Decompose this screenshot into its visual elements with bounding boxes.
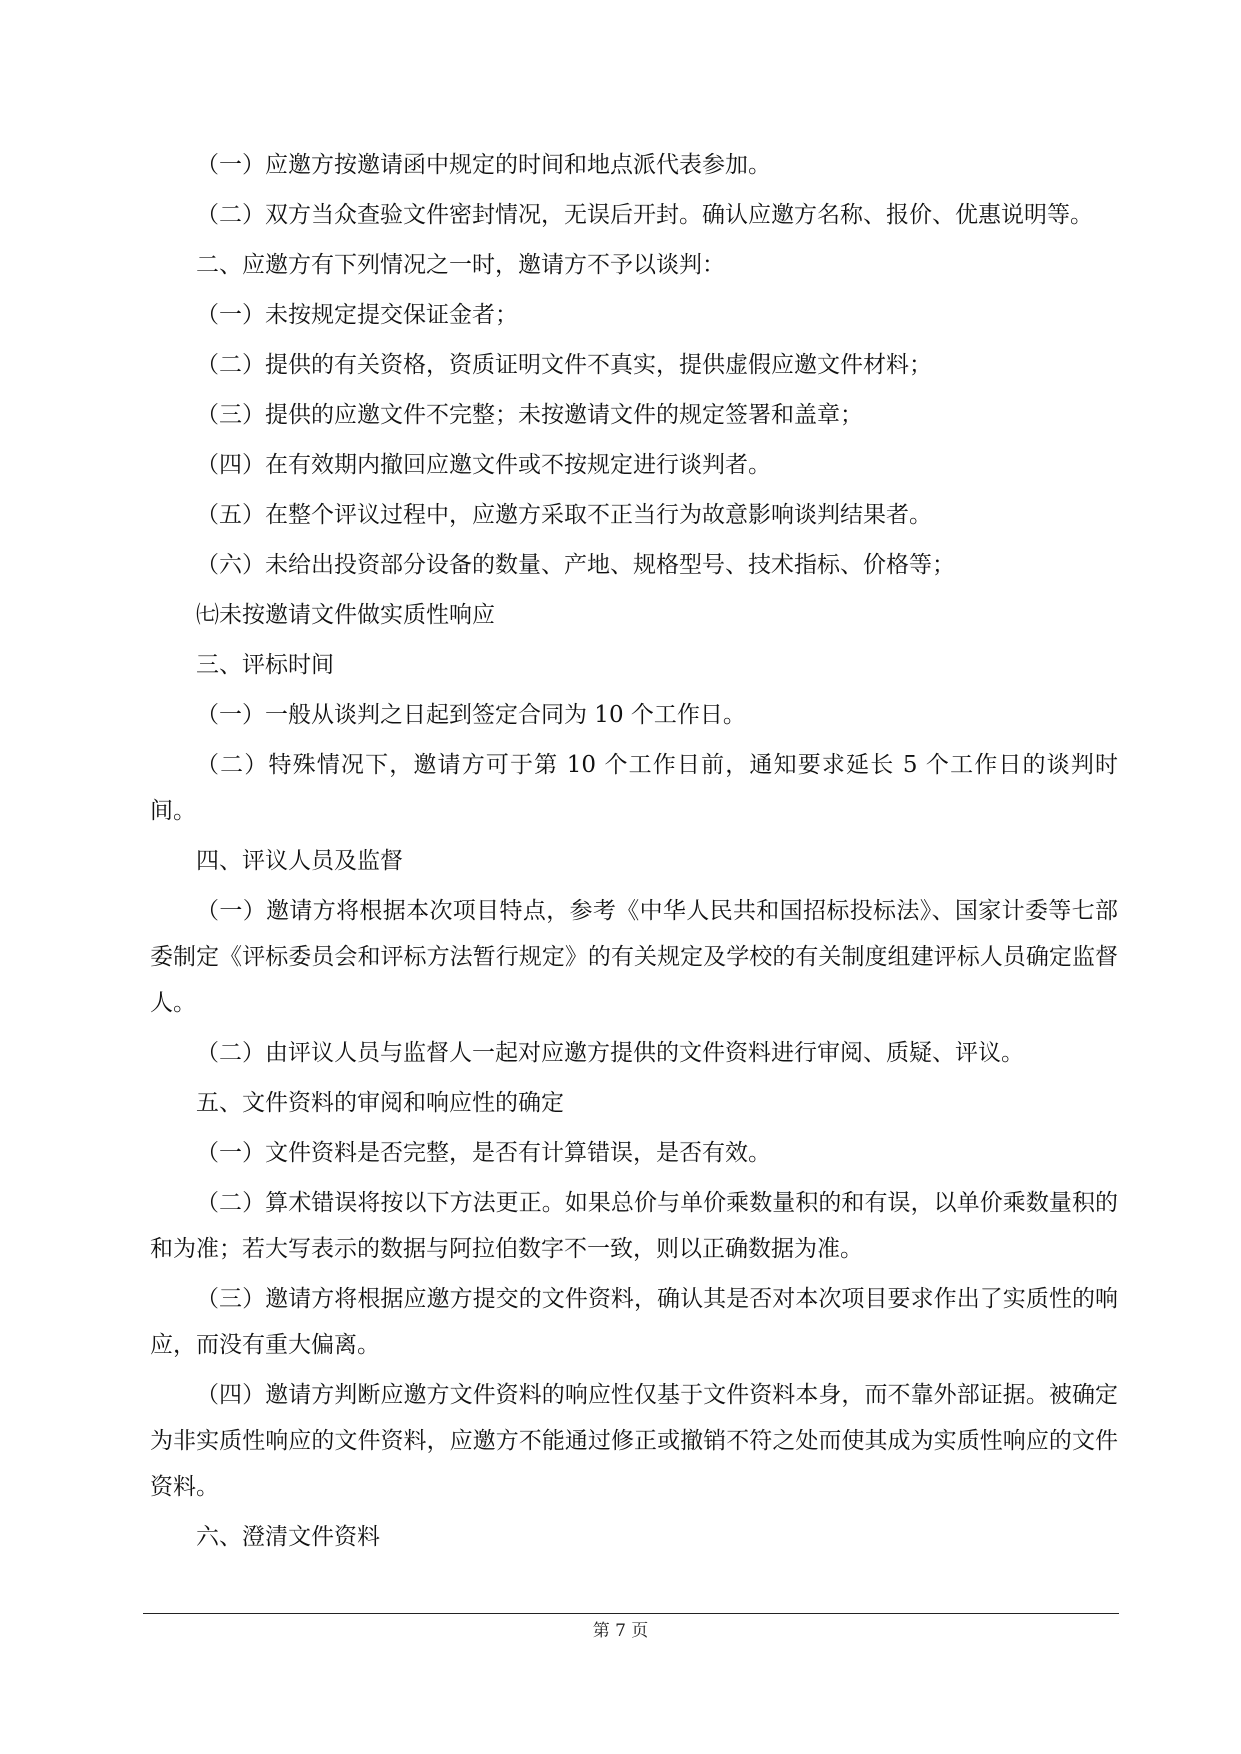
paragraph: （四）邀请方判断应邀方文件资料的响应性仅基于文件资料本身，而不靠外部证据。被确定为非实质性响应的文件资料，应邀方不能通过修正或撤销不符之处而使其成为实质性响应的文件资料。 [150,1382,1118,1500]
page-number: 第 7 页 [592,1621,649,1641]
paragraph: （二）提供的有关资格，资质证明文件不真实，提供虚假应邀文件材料； [196,352,932,378]
footer-divider [143,1613,1119,1614]
paragraph: （一）一般从谈判之日起到签定合同为 10 个工作日。 [196,702,746,728]
section-heading: 三、评标时间 [196,652,334,678]
section-heading: 二、应邀方有下列情况之一时，邀请方不予以谈判： [196,252,725,278]
paragraph: （一）未按规定提交保证金者； [196,302,518,328]
section-heading: 六、澄清文件资料 [196,1524,380,1550]
paragraph: （三）提供的应邀文件不完整；未按邀请文件的规定签署和盖章； [196,402,863,428]
paragraph: ㈦未按邀请文件做实质性响应 [196,602,495,628]
paragraph: （五）在整个评议过程中，应邀方采取不正当行为故意影响谈判结果者。 [196,502,932,528]
paragraph: （二）算术错误将按以下方法更正。如果总价与单价乘数量积的和有误，以单价乘数量积的和为准；若大写表示的数据与阿拉伯数字不一致，则以正确数据为准。 [150,1190,1118,1262]
paragraph: （一）应邀方按邀请函中规定的时间和地点派代表参加。 [196,152,771,178]
paragraph: （二）双方当众查验文件密封情况，无误后开封。确认应邀方名称、报价、优惠说明等。 [196,202,1093,228]
paragraph: （二）特殊情况下，邀请方可于第 10 个工作日前，通知要求延长 5 个工作日的谈判时间。 [150,752,1118,824]
section-heading: 四、评议人员及监督 [196,848,403,874]
paragraph: （二）由评议人员与监督人一起对应邀方提供的文件资料进行审阅、质疑、评议。 [196,1040,1024,1066]
paragraph: （三）邀请方将根据应邀方提交的文件资料，确认其是否对本次项目要求作出了实质性的响应，而没有重大偏离。 [150,1286,1118,1358]
document-body [150,142,1118,1564]
section-heading: 五、文件资料的审阅和响应性的确定 [196,1090,564,1116]
paragraph: （六）未给出投资部分设备的数量、产地、规格型号、技术指标、价格等； [196,552,955,578]
paragraph: （一）邀请方将根据本次项目特点，参考《中华人民共和国招标投标法》、国家计委等七部委制定《评标委员会和评标方法暂行规定》的有关规定及学校的有关制度组建评标人员确定监督人。 [150,898,1118,1016]
paragraph: （一）文件资料是否完整，是否有计算错误，是否有效。 [196,1140,771,1166]
paragraph: （四）在有效期内撤回应邀文件或不按规定进行谈判者。 [196,452,771,478]
